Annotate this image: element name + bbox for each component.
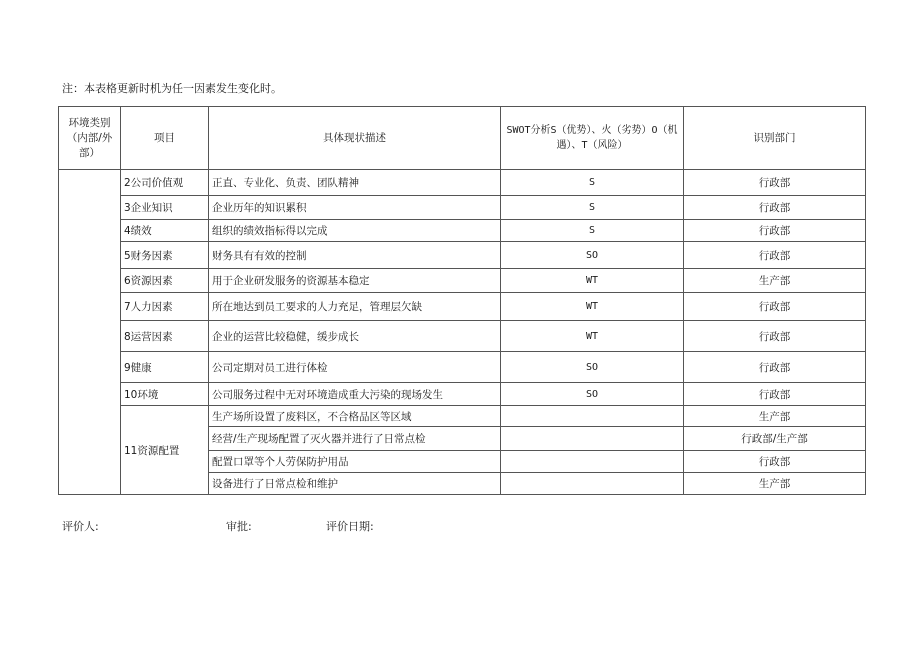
dept-cell: 行政部	[684, 293, 866, 321]
dept-cell: 行政部	[684, 196, 866, 220]
table-row	[59, 406, 866, 427]
table-row	[59, 170, 866, 196]
description-cell: 用于企业研发服务的资源基本稳定	[209, 269, 501, 293]
item-cell: 5财务因素	[121, 242, 209, 269]
dept-cell: 行政部	[684, 321, 866, 352]
description-cell: 企业的运营比较稳健，缓步成长	[209, 321, 501, 352]
evaluation-date-label: 评价日期:	[326, 520, 374, 533]
description-cell: 公司服务过程中无对环境造成重大污染的现场发生	[209, 383, 501, 406]
item-cell-resource: 11资源配置	[121, 406, 209, 495]
dept-cell: 行政部	[684, 352, 866, 383]
category-cell	[59, 170, 121, 495]
description-cell: 经营/生产现场配置了灭火器并进行了日常点检	[209, 427, 501, 451]
description-cell: 配置口罩等个人劳保防护用品	[209, 451, 501, 473]
dept-cell: 行政部	[684, 242, 866, 269]
item-cell: 3企业知识	[121, 196, 209, 220]
table-row	[59, 242, 866, 269]
swot-cell	[501, 406, 684, 427]
swot-cell	[501, 473, 684, 495]
dept-cell: 生产部	[684, 269, 866, 293]
swot-cell: SO	[501, 383, 684, 406]
description-cell: 生产场所设置了废料区，不合格品区等区域	[209, 406, 501, 427]
swot-cell: WT	[501, 293, 684, 321]
header-description: 具体现状描述	[209, 107, 501, 170]
item-cell: 2公司价值观	[121, 170, 209, 196]
swot-cell: SO	[501, 352, 684, 383]
table-row	[59, 352, 866, 383]
environment-analysis-table	[58, 106, 866, 495]
table-note: 注：本表格更新时机为任一因素发生变化时。	[62, 82, 282, 95]
description-cell: 正直、专业化、负责、团队精神	[209, 170, 501, 196]
swot-cell: S	[501, 170, 684, 196]
item-cell: 7人力因素	[121, 293, 209, 321]
swot-cell: S	[501, 220, 684, 242]
description-cell: 组织的绩效指标得以完成	[209, 220, 501, 242]
table-row	[59, 321, 866, 352]
swot-cell: S	[501, 196, 684, 220]
table-row	[59, 220, 866, 242]
evaluator-label: 评价人:	[62, 520, 99, 533]
item-cell: 9健康	[121, 352, 209, 383]
item-cell: 10环境	[121, 383, 209, 406]
swot-cell: WT	[501, 321, 684, 352]
description-cell: 公司定期对员工进行体检	[209, 352, 501, 383]
header-category: 环境类别（内部/外部）	[59, 107, 121, 170]
dept-cell: 行政部/生产部	[684, 427, 866, 451]
table-row	[59, 383, 866, 406]
item-cell: 6资源因素	[121, 269, 209, 293]
dept-cell: 行政部	[684, 383, 866, 406]
swot-cell: SO	[501, 242, 684, 269]
dept-cell: 行政部	[684, 451, 866, 473]
dept-cell: 生产部	[684, 406, 866, 427]
header-swot: SWOT分析S（优势）、火（劣势）O（机遇）、T（风险）	[501, 107, 684, 170]
item-cell: 4绩效	[121, 220, 209, 242]
description-cell: 企业历年的知识累积	[209, 196, 501, 220]
item-cell: 8运营因素	[121, 321, 209, 352]
header-item: 项目	[121, 107, 209, 170]
description-cell: 财务具有有效的控制	[209, 242, 501, 269]
approver-label: 审批:	[226, 520, 252, 533]
table-row	[59, 293, 866, 321]
table-row	[59, 269, 866, 293]
swot-cell	[501, 451, 684, 473]
swot-cell	[501, 427, 684, 451]
description-cell: 设备进行了日常点检和维护	[209, 473, 501, 495]
header-row	[59, 107, 866, 170]
dept-cell: 生产部	[684, 473, 866, 495]
swot-cell: WT	[501, 269, 684, 293]
header-dept: 识别部门	[684, 107, 866, 170]
dept-cell: 行政部	[684, 170, 866, 196]
description-cell: 所在地达到员工要求的人力充足，管理层欠缺	[209, 293, 501, 321]
dept-cell: 行政部	[684, 220, 866, 242]
table-row	[59, 196, 866, 220]
